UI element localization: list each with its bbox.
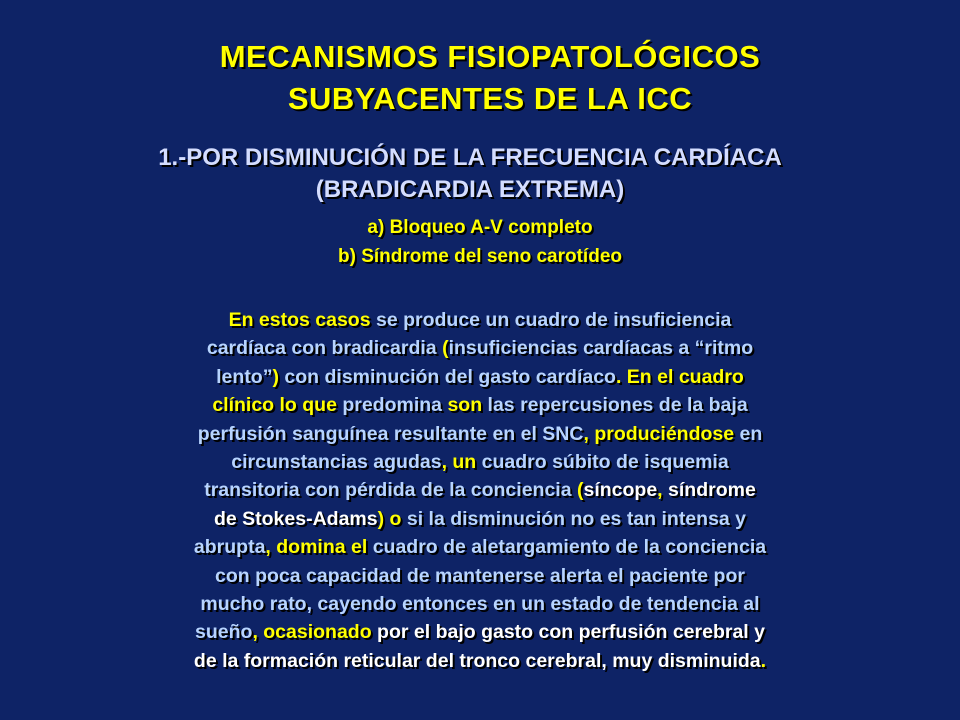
text-run: ) o (377, 507, 402, 530)
paragraph-line (52, 476, 908, 504)
paragraph-line (52, 647, 908, 675)
text-run: En estos casos (228, 309, 371, 331)
cause-list (180, 213, 780, 271)
text-run: si la disminución no es tan intensa y (401, 507, 747, 530)
text-run: ) (272, 365, 279, 388)
text-run: de la formación reticular del tronco cerebral, muy disminuida (193, 649, 761, 672)
text-run: sueño (195, 621, 253, 644)
text-run: clínico lo que (212, 394, 337, 417)
text-run: transitoria con pérdida de la conciencia (204, 479, 577, 502)
paragraph-line (52, 533, 908, 561)
text-run: perfusión sanguínea resultante en el SNC (197, 422, 584, 445)
text-run: insuficiencias cardíacas a “ritmo (448, 337, 754, 360)
text-run: se produce un cuadro de insuficiencia (370, 309, 732, 331)
section-heading-line-1: 1.-POR DISMINUCIÓN DE LA FRECUENCIA CARDÍACA (158, 144, 782, 171)
paragraph-line (52, 420, 908, 448)
paragraph-line (52, 448, 908, 476)
text-run: síndrome (668, 479, 756, 502)
body-paragraph (52, 306, 908, 675)
text-run: , domina el (265, 536, 368, 559)
text-run: ( (576, 479, 584, 502)
list-item: b) Síndrome del seno carotídeo (338, 246, 622, 267)
text-run: por el bajo gasto con perfusión cerebral y (371, 621, 765, 644)
text-run: circunstancias agudas (231, 451, 442, 474)
text-run: predomina (336, 394, 448, 417)
paragraph-line (52, 618, 908, 646)
list-item: a) Bloqueo A-V completo (367, 217, 593, 238)
text-run: , (657, 479, 669, 502)
section-heading-line-2: (BRADICARDIA EXTREMA) (315, 176, 625, 203)
section-heading (40, 142, 900, 206)
text-run: abrupta (193, 536, 266, 559)
text-run: las repercusiones de la baja (482, 394, 748, 417)
paragraph-line (52, 562, 908, 590)
slide-title (80, 36, 900, 120)
text-run: síncope (583, 479, 658, 502)
text-run: cardíaca con bradicardia (206, 337, 443, 360)
text-run: lento” (216, 365, 273, 388)
paragraph-line (52, 334, 908, 362)
text-run: , un (441, 451, 477, 474)
slide-title-line-2: SUBYACENTES DE LA ICC (287, 81, 693, 116)
paragraph-line (52, 363, 908, 391)
paragraph-line (52, 505, 908, 533)
text-run: son (447, 394, 483, 417)
text-run: , ocasionado (252, 621, 372, 644)
text-run: cuadro de aletargamiento de la conciencia (367, 536, 767, 559)
text-run: con poca capacidad de mantenerse alerta el paciente por (215, 564, 745, 587)
paragraph-line (52, 590, 908, 618)
text-run: cuadro súbito de isquemia (476, 451, 729, 474)
slide-title-line-1: MECANISMOS FISIOPATOLÓGICOS (219, 39, 761, 74)
text-run: . En el cuadro (615, 365, 744, 388)
paragraph-line (52, 391, 908, 419)
text-run: . (760, 649, 767, 672)
text-run: mucho rato, cayendo entonces en un estado de tendencia al (200, 593, 760, 616)
text-run: en (734, 422, 763, 445)
text-run: , produciéndose (583, 422, 735, 445)
text-run: de Stokes-Adams (213, 507, 378, 530)
paragraph-line (52, 306, 908, 334)
text-run: con disminución del gasto cardíaco (278, 365, 616, 388)
text-run: ( (442, 337, 449, 360)
